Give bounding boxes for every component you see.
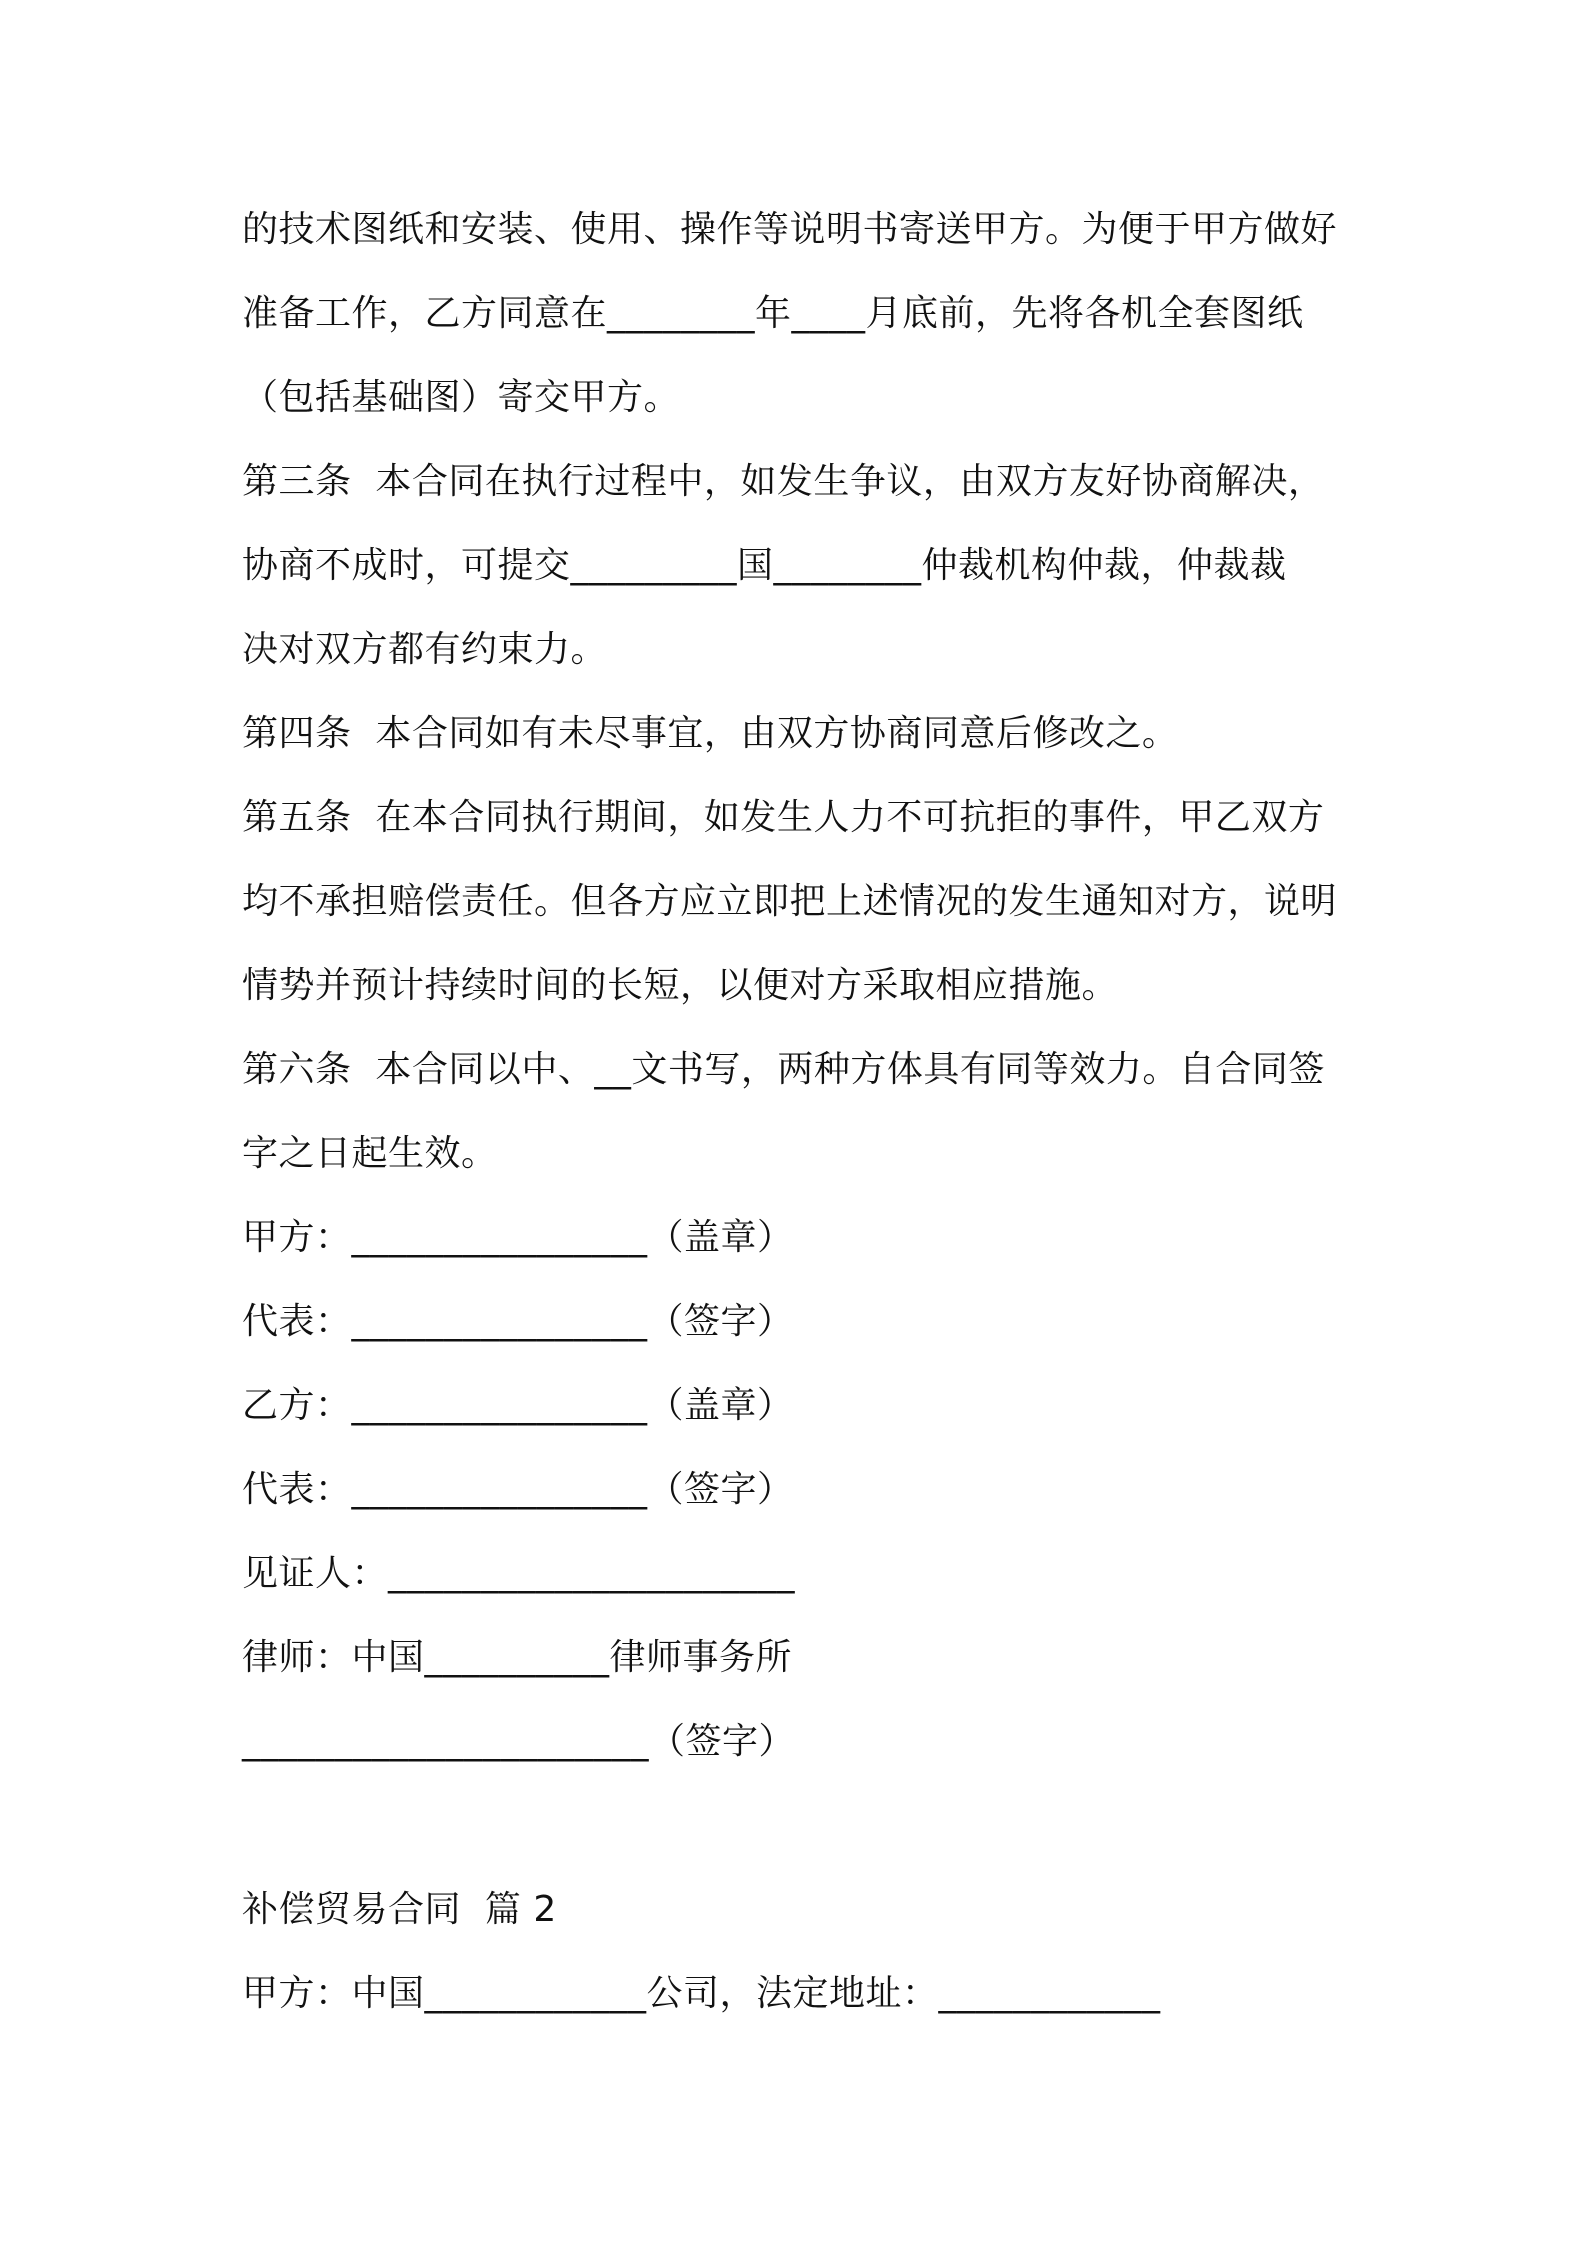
section-heading: 补偿贸易合同 篇 2 <box>242 1889 557 1930</box>
article-4-text: 第四条 本合同如有未尽事宜，由双方协商同意后修改之。 <box>242 713 1179 754</box>
party-b-representative-line: 代表：________________（签字） <box>242 1469 794 1510</box>
text-line: 的技术图纸和安装、使用、操作等说明书寄送甲方。为便于甲方做好 <box>242 209 1338 250</box>
text-line: 均不承担赔偿责任。但各方应立即把上述情况的发生通知对方，说明 <box>242 881 1338 922</box>
article-3-text: 第三条 本合同在执行过程中，如发生争议，由双方友好协商解决， <box>242 461 1325 502</box>
article-6-text: 第六条 本合同以中、__文书写，两种方体具有同等效力。自合同签 <box>242 1049 1325 1090</box>
party-a-address-line: 甲方：中国____________公司，法定地址：____________ <box>242 1973 1161 2014</box>
party-a-representative-line: 代表：________________（签字） <box>242 1301 794 1342</box>
witness-line: 见证人：______________________ <box>242 1553 796 1594</box>
article-5-text: 第五条 在本合同执行期间，如发生人力不可抗拒的事件，甲乙双方 <box>242 797 1325 838</box>
lawyer-signature-line: ______________________（签字） <box>242 1721 796 1762</box>
text-line: 决对双方都有约束力。 <box>242 629 608 670</box>
text-line: 情势并预计持续时间的长短，以便对方采取相应措施。 <box>242 965 1119 1006</box>
party-b-signature-line: 乙方：________________（盖章） <box>242 1385 794 1426</box>
lawyer-line: 律师：中国__________律师事务所 <box>242 1637 793 1678</box>
party-a-signature-line: 甲方：________________（盖章） <box>242 1217 794 1258</box>
text-line: 协商不成时，可提交_________国________仲裁机构仲裁，仲裁裁 <box>242 545 1287 586</box>
text-line: （包括基础图）寄交甲方。 <box>242 377 681 418</box>
text-line: 字之日起生效。 <box>242 1133 498 1174</box>
text-line: 准备工作，乙方同意在________年____月底前，先将各机全套图纸 <box>242 293 1304 334</box>
